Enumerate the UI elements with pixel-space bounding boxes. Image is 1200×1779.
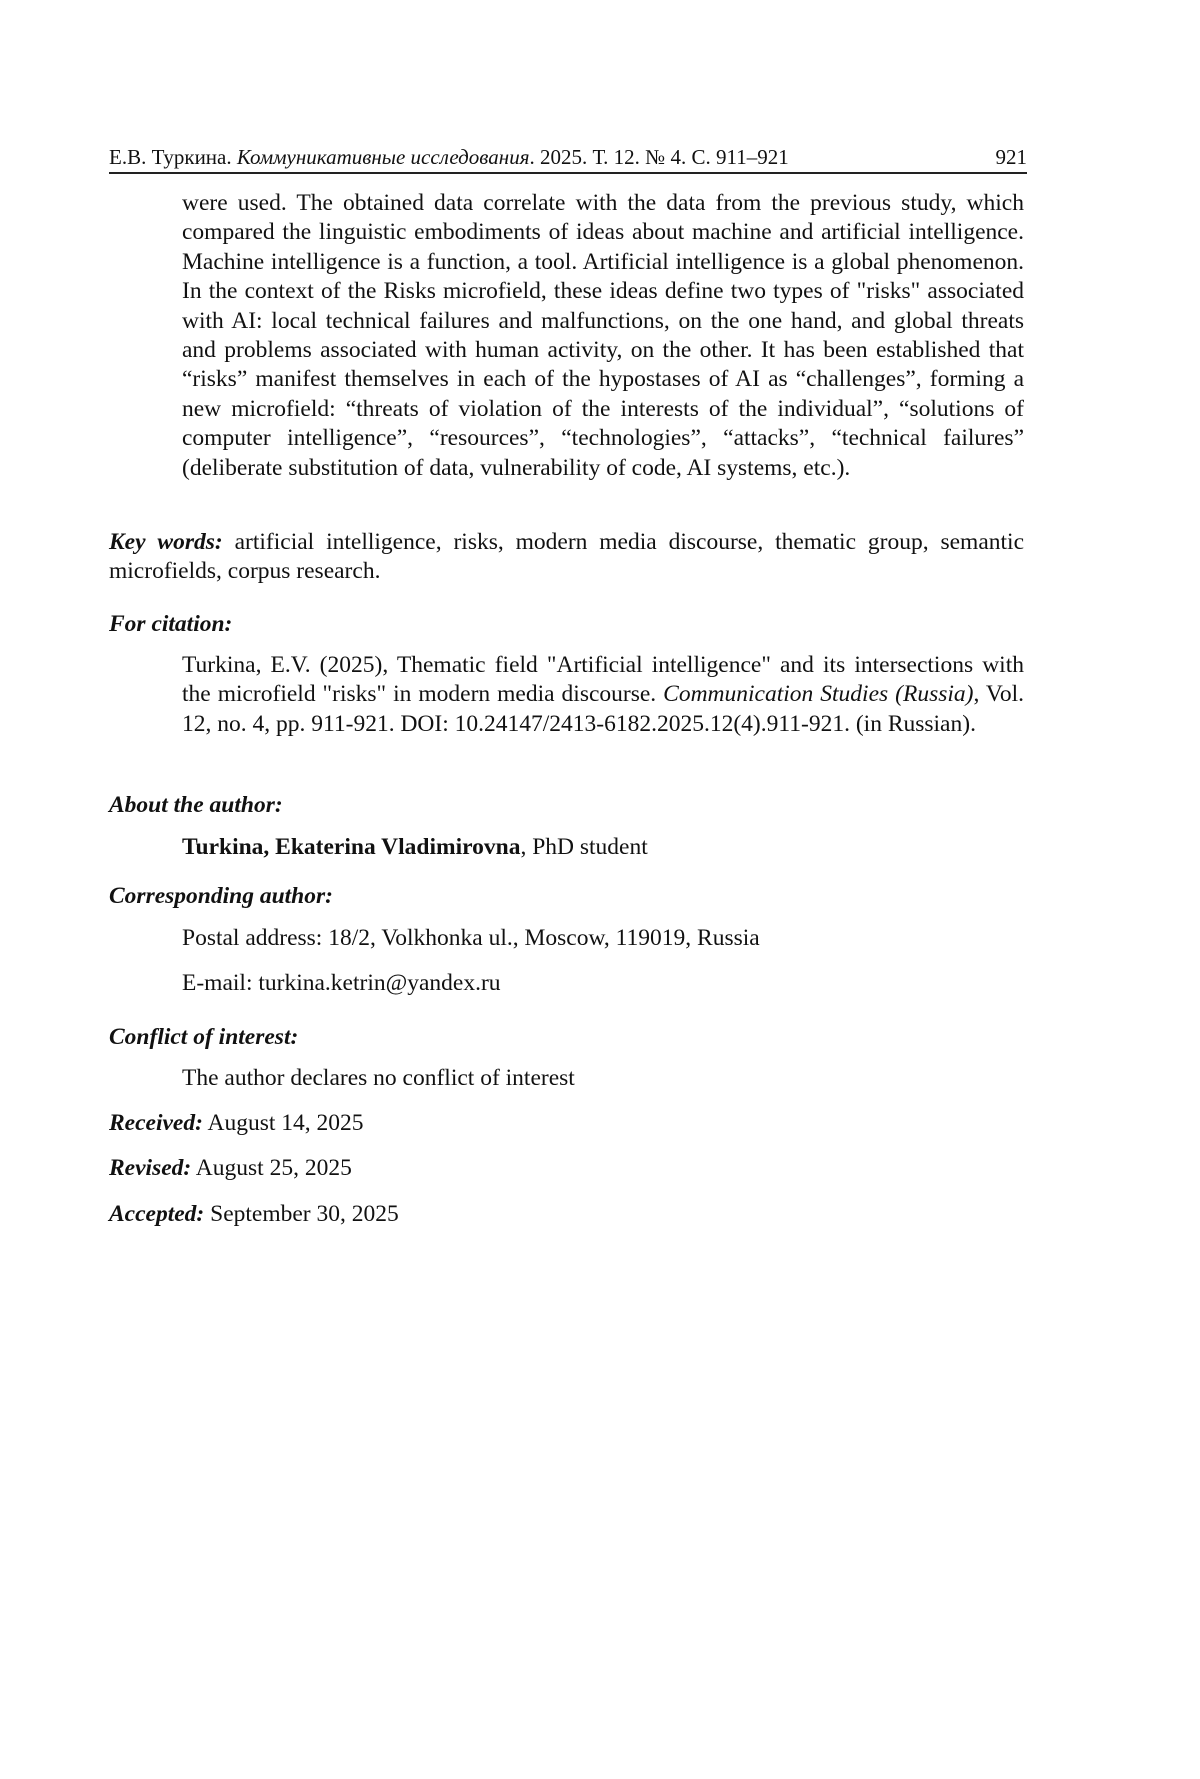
- abstract-paragraph: were used. The obtained data correlate with the data from the previous study, which compared the linguistic embodiments of ideas about machine and artificial intelligence. Machine intelligence is a function, a tool. Artificial intelligence is a global phenomenon. In the context of the Risks microfield, these ideas define two types of "risks" associated with AI: local technical failures and malfunctions, on the one hand, and global threats and problems associated with human activity, on the other. It has been established that “risks” manifest themselves in each of the hypostases of AI as “challenges”, forming a new microfield: “threats of violation of the interests of the individual”, “solutions of computer intelligence”, “resources”, “technologies”, “attacks”, “technical failures” (deliberate substitution of data, vulnerability of code, AI systems, etc.).: [182, 190, 1024, 481]
- keywords-label: Key words:: [109, 529, 223, 555]
- revised-label: Revised:: [109, 1155, 192, 1181]
- conflict-of-interest-text: The author declares no conflict of interest: [182, 1065, 575, 1091]
- header-author: Е.В. Туркина.: [109, 145, 232, 169]
- accepted-date: [109, 1200, 399, 1229]
- citation-text: [182, 651, 1024, 739]
- keywords-block: [109, 528, 1024, 587]
- page-number: 921: [995, 145, 1027, 169]
- citation-journal: Communication Studies (Russia): [663, 681, 974, 708]
- received-label: Received:: [109, 1110, 203, 1136]
- author-info: [182, 833, 1024, 862]
- conflict-of-interest-label: Conflict of interest:: [109, 1024, 299, 1050]
- citation-label: For citation:: [109, 611, 233, 637]
- author-name: Turkina, Ekaterina Vladimirovna: [182, 834, 521, 860]
- email-address: E-mail: turkina.ketrin@yandex.ru: [182, 970, 501, 996]
- author-role: , PhD student: [520, 834, 648, 860]
- about-author-label: About the author:: [109, 792, 283, 818]
- running-header: [109, 144, 1027, 174]
- accepted-value: September 30, 2025: [204, 1201, 399, 1227]
- header-citation: [109, 144, 789, 170]
- received-date: [109, 1109, 364, 1138]
- postal-address: Postal address: 18/2, Volkhonka ul., Moscow, 119019, Russia: [182, 925, 760, 951]
- revised-value: August 25, 2025: [191, 1155, 352, 1181]
- corresponding-author-label: Corresponding author:: [109, 883, 333, 909]
- header-issue: . 2025. Т. 12. № 4. С. 911–921: [529, 145, 789, 169]
- keywords-text: artificial intelligence, risks, modern media discourse, thematic group, semantic microfields, corpus research.: [109, 529, 1025, 585]
- header-journal: Коммуникативные исследования: [236, 145, 530, 169]
- citation-text-before: Turkina, E.V. (2025), Thematic field "Artificial intelligence" and its intersections with the microfield "risks" in modern media discourse.: [182, 652, 1024, 708]
- received-value: August 14, 2025: [202, 1110, 364, 1136]
- accepted-label: Accepted:: [109, 1201, 205, 1227]
- revised-date: [109, 1154, 352, 1183]
- citation-text-after: , Vol. 12, no. 4, pp. 911-921. DOI: 10.24147/2413-6182.2025.12(4).911-921. (in Russian).: [182, 681, 1024, 737]
